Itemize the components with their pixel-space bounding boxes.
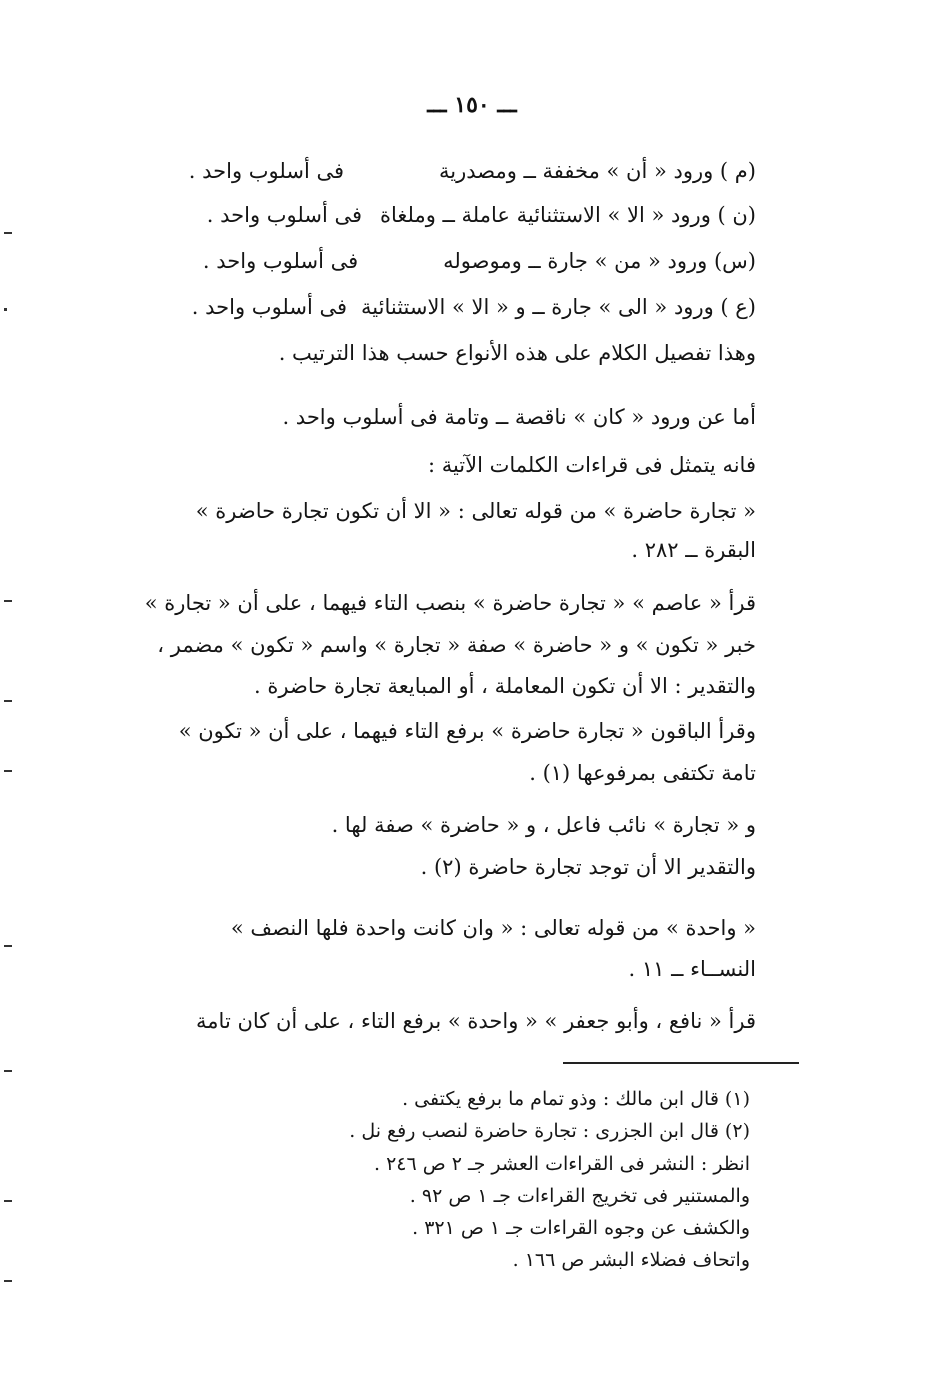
scan-mark xyxy=(4,1070,12,1072)
scan-mark xyxy=(4,700,12,702)
footnote: (٢) قال ابن الجزرى : تجارة حاضرة لنصب رفع نل . xyxy=(349,1120,750,1142)
list-item-tail: فى أسلوب واحد . xyxy=(188,159,344,183)
page-number: ـــ ١٥٠ ـــ xyxy=(427,92,517,118)
paragraph-line: والتقدير الا أن توجد تجارة حاضرة (٢) . xyxy=(420,855,756,879)
list-item xyxy=(189,158,756,184)
paragraph-line: قرأ « نافع ، وأبو جعفر » « واحدة » برفع التاء ، على أن كان تامة xyxy=(196,1009,756,1033)
scan-mark xyxy=(4,308,7,311)
list-item-main: (م ) ورود « أن » مخففة ــ ومصدرية xyxy=(439,159,756,183)
scan-mark xyxy=(4,1200,12,1202)
scan-mark xyxy=(4,1280,12,1282)
list-item xyxy=(207,202,756,228)
list-item-main: (ع ) ورود « الى » جارة ــ و « الا » الاستثنائية xyxy=(361,295,756,319)
paragraph-line: وقرأ الباقون « تجارة حاضرة » برفع التاء فيهما ، على أن « تكون » xyxy=(178,719,756,743)
list-item-tail: فى أسلوب واحد . xyxy=(191,295,348,319)
footnote: (١) قال ابن مالك : وذو تمام ما برفع يكتفى . xyxy=(402,1088,750,1110)
footnote: والمستنير فى تخريج القراءات جـ ١ ص ٩٢ . xyxy=(409,1185,750,1207)
scan-mark xyxy=(4,770,12,772)
paragraph-line: تامة تكتفى بمرفوعها (١) . xyxy=(529,761,756,785)
list-item xyxy=(192,294,756,320)
list-item-main: (س) ورود « من » جارة ــ وموصوله xyxy=(443,249,756,273)
scan-mark xyxy=(4,600,12,602)
paragraph-line: النســاء ــ ١١ . xyxy=(628,957,756,981)
paragraph-line: « تجارة حاضرة » من قوله تعالى : « الا أن تكون تجارة حاضرة » xyxy=(195,499,756,523)
footnote-separator xyxy=(563,1062,799,1064)
paragraph-line: « واحدة » من قوله تعالى : « وان كانت واحدة فلها النصف » xyxy=(230,916,756,940)
paragraph-line: فانه يتمثل فى قراءات الكلمات الآتية : xyxy=(427,453,756,477)
footnote: والكشف عن وجوه القراءات جـ ١ ص ٣٢١ . xyxy=(412,1217,750,1239)
list-item-main: (ن ) ورود « الا » الاستثنائية عاملة ــ وملغاة xyxy=(380,203,756,227)
footnote: انظر : النشر فى القراءات العشر جـ ٢ ص ٢٤٦ . xyxy=(374,1153,750,1175)
scan-mark xyxy=(4,232,12,234)
list-item-tail: فى أسلوب واحد . xyxy=(202,249,359,273)
paragraph-line: قرأ « عاصم » « تجارة حاضرة » بنصب التاء فيهما ، على أن « تجارة » xyxy=(144,591,756,615)
paragraph-line: والتقدير : الا أن تكون المعاملة ، أو المبايعة تجارة حاضرة . xyxy=(254,674,756,698)
paragraph-line: خبر « تكون » و « حاضرة » صفة « تجارة » واسم « تكون » مضمر ، xyxy=(157,633,756,657)
list-item xyxy=(203,248,756,274)
section-heading: أما عن ورود « كان » ناقصة ــ وتامة فى أسلوب واحد . xyxy=(282,405,756,429)
list-item-tail: فى أسلوب واحد . xyxy=(206,203,362,227)
scan-mark xyxy=(4,945,12,947)
footnote: واتحاف فضلاء البشر ص ١٦٦ . xyxy=(512,1249,750,1271)
paragraph-line: و « تجارة » نائب فاعل ، و « حاضرة » صفة لها . xyxy=(331,813,756,837)
intro-text: وهذا تفصيل الكلام على هذه الأنواع حسب هذا الترتيب . xyxy=(278,341,756,365)
paragraph-line: البقرة ــ ٢٨٢ . xyxy=(631,538,756,562)
